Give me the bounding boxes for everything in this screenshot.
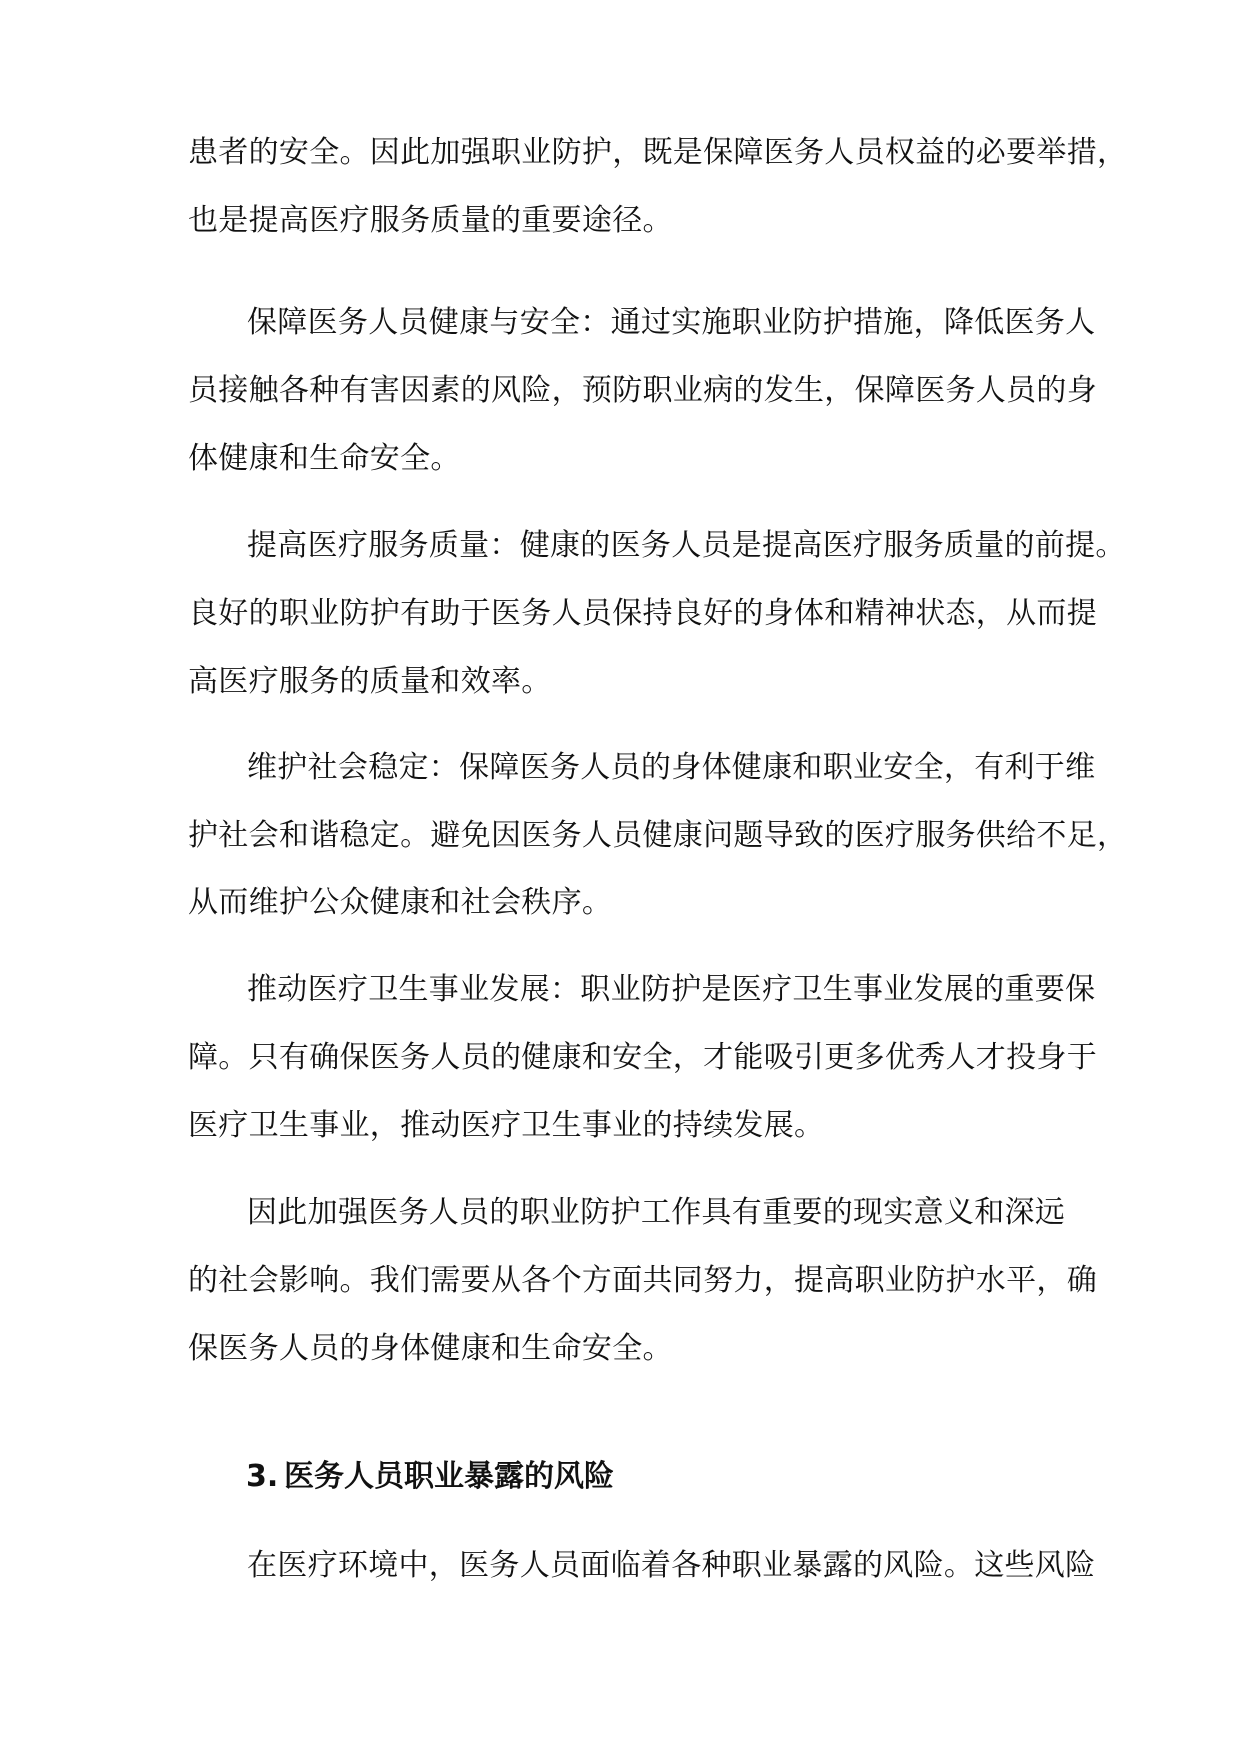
paragraph-line: 的社会影响。我们需要从各个方面共同努力，提高职业防护水平，确	[188, 1263, 1097, 1298]
paragraph-line: 保医务人员的身体健康和生命安全。	[188, 1331, 673, 1366]
paragraph-line: 在医疗环境中，医务人员面临着各种职业暴露的风险。这些风险	[247, 1548, 1096, 1583]
paragraph-line: 员接触各种有害因素的风险，预防职业病的发生，保障医务人员的身	[188, 373, 1097, 408]
paragraph-line: 护社会和谐稳定。避免因医务人员健康问题导致的医疗服务供给不足，	[188, 818, 1128, 853]
paragraph-line: 障。只有确保医务人员的健康和安全，才能吸引更多优秀人才投身于	[188, 1040, 1097, 1075]
paragraph-line: 因此加强医务人员的职业防护工作具有重要的现实意义和深远	[247, 1195, 1066, 1230]
paragraph-line: 维护社会稳定：保障医务人员的身体健康和职业安全，有利于维	[247, 750, 1096, 785]
section-number: 3.	[246, 1459, 279, 1494]
paragraph-line: 提高医疗服务质量：健康的医务人员是提高医疗服务质量的前提。	[247, 528, 1126, 563]
paragraph-line: 医疗卫生事业，推动医疗卫生事业的持续发展。	[188, 1108, 825, 1143]
paragraph-line: 良好的职业防护有助于医务人员保持良好的身体和精神状态，从而提	[188, 596, 1097, 631]
section-heading	[246, 1457, 614, 1497]
paragraph-line: 体健康和生命安全。	[188, 441, 461, 476]
paragraph-line: 也是提高医疗服务质量的重要途径。	[188, 203, 673, 238]
paragraph-line: 保障医务人员健康与安全：通过实施职业防护措施，降低医务人	[247, 305, 1096, 340]
section-title: 医务人员职业暴露的风险	[284, 1459, 614, 1494]
paragraph-line: 从而维护公众健康和社会秩序。	[188, 885, 613, 920]
paragraph-line: 高医疗服务的质量和效率。	[188, 664, 552, 699]
paragraph-line: 患者的安全。因此加强职业防护，既是保障医务人员权益的必要举措，	[188, 135, 1128, 170]
paragraph-line: 推动医疗卫生事业发展：职业防护是医疗卫生事业发展的重要保	[247, 972, 1096, 1007]
